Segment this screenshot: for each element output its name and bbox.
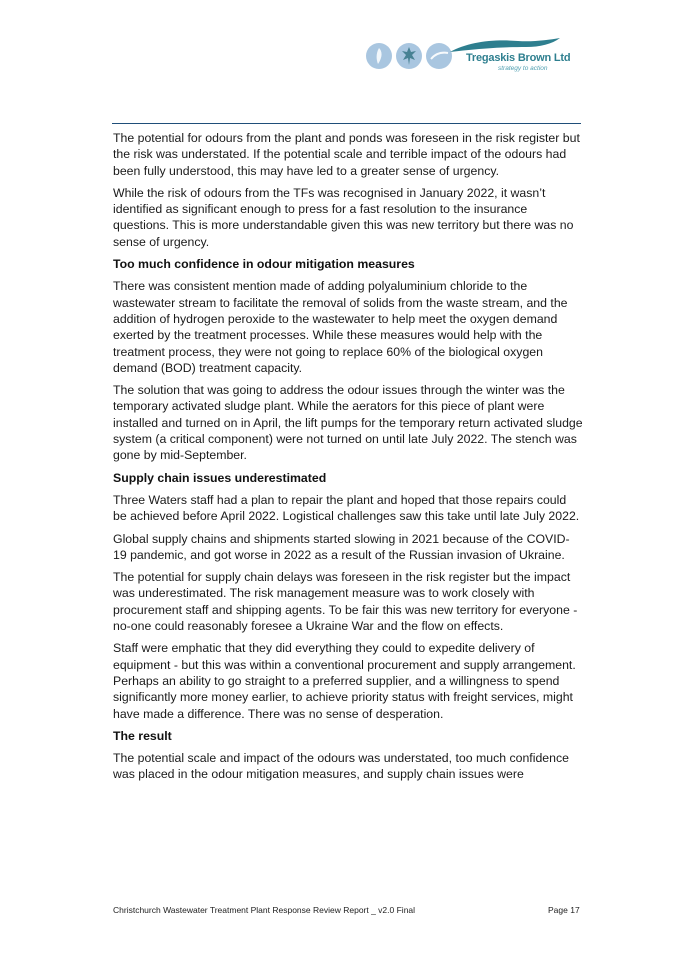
feather-icon [366, 43, 392, 69]
company-logo [362, 38, 571, 78]
leaf-icon [396, 43, 422, 69]
paragraph: The solution that was going to address the odour issues through the winter was the temporary activated sludge plant. While the aerators for this piece of plant were installed and turned on in April, the lift pumps for the temporary return activated sludge system (a critical component) were not turned on until late July 2022. The stench was gone by mid-September. [113, 383, 583, 463]
paragraph: Staff were emphatic that they did everything they could to expedite delivery of equipment - but this was within a conventional procurement and supply arrangement. Perhaps an ability to go straight to a preferred supplier, and a willingness to spend significantly more money earlier, to achieve priority status with freight services, might have made a difference. There was no sense of desperation. [113, 641, 576, 721]
paragraph: While the risk of odours from the TFs was recognised in January 2022, it wasn’t identified as significant enough to press for a fast resolution to the insurance questions. This is more understandable given this was new territory but there was no sense of urgency. [113, 185, 574, 249]
paragraph: The potential for odours from the plant and ponds was foreseen in the risk register but the risk was understated. If the potential scale and terrible impact of the odours had been fully understood, this may have led to a greater sense of urgency. [113, 131, 580, 178]
paragraph: The potential scale and impact of the odours was understated, too much confidence was placed in the odour mitigation measures, and supply chain issues were [113, 751, 569, 782]
paragraph: Three Waters staff had a plan to repair the plant and hoped that those repairs could be achieved before April 2022. Logistical challenges saw this take until late July 2022. [113, 492, 580, 524]
brand-tagline: strategy to action [498, 65, 548, 72]
footer-document-title: Christchurch Wastewater Treatment Plant Response Review Report _ v2.0 Final [113, 905, 416, 915]
header-divider [112, 123, 581, 124]
section-heading: Supply chain issues underestimated [113, 470, 327, 485]
paragraph: Global supply chains and shipments started slowing in 2021 because of the COVID-19 pandemic, and got worse in 2022 as a result of the Russian invasion of Ukraine. [113, 531, 570, 562]
report-body [113, 130, 583, 789]
section-heading: The result [113, 728, 172, 743]
brand-name: Tregaskis Brown Ltd [466, 52, 571, 64]
paragraph: There was consistent mention made of adding polyaluminium chloride to the wastewater stream to facilitate the removal of solids from the waste stream, and the addition of hydrogen peroxide to the wastewater to help meet the oxygen demand exerted by the treatment processes. While these measures would help with the treatment process, they were not going to replace 60% of the biological oxygen demand (BOD) treatment capacity. [113, 279, 568, 375]
section-heading: Too much confidence in odour mitigation measures [113, 257, 415, 272]
paragraph: The potential for supply chain delays was foreseen in the risk register but the impact was underestimated. The risk management measure was to work closely with procurement staff and shipping agents. To be fair this was new territory for everyone - no-one could reasonably foresee a Ukraine War and the flow on effects. [113, 570, 578, 634]
footer-page-number: Page 17 [548, 905, 580, 915]
